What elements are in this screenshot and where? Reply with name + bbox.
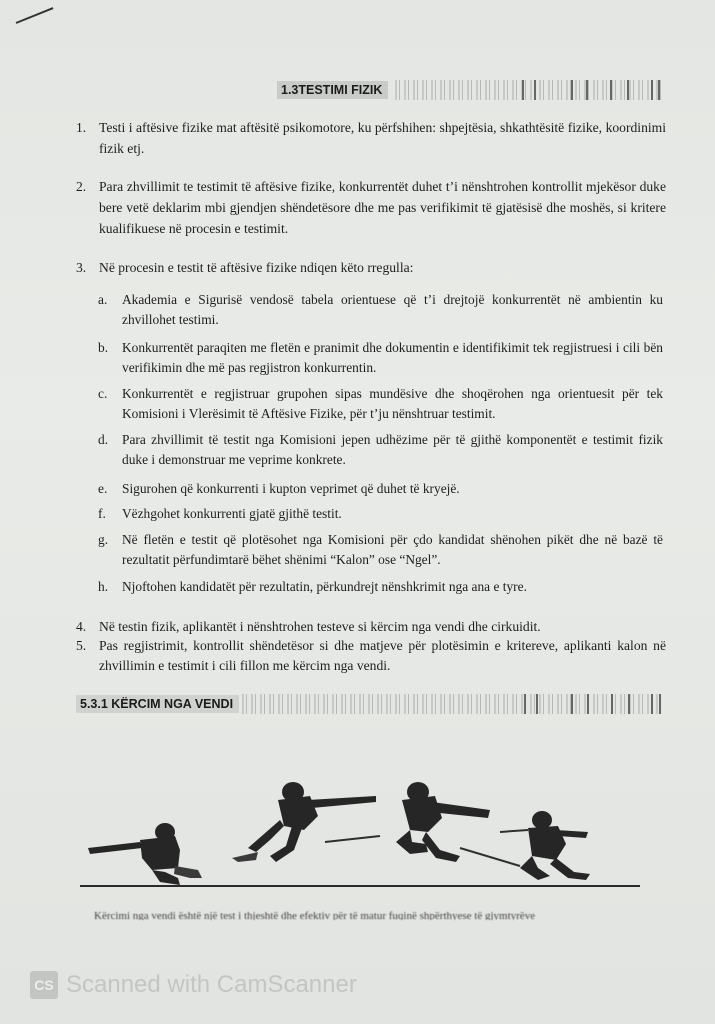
section-header-bar	[76, 694, 662, 714]
section-title: 1.3TESTIMI FIZIK	[277, 81, 388, 99]
sub-item-text: Vëzhgohet konkurrenti gjatë gjithë testit.	[122, 506, 342, 521]
section-title: 5.3.1 KËRCIM NGA VENDI	[76, 695, 239, 713]
sub-item-letter: a.	[98, 292, 108, 307]
jumper-crouch	[88, 823, 202, 885]
sub-item-letter: h.	[98, 579, 109, 594]
sub-item-text: Konkurrentët e regjistruar grupohen sipas mundësive dhe shoqërohen nga orientuesit për tek Komisioni i Vlerësimit të Aftësive Fizike, për t’ju nënshtruar testimit.	[122, 386, 663, 421]
sub-item-text: Konkurrentët paraqiten me fletën e pranimit dhe dokumentin e identifikimit tek regjistruesi i cili bën verifikimin dhe më pas regjistron konkurrentin.	[122, 340, 663, 375]
section-header-bar	[277, 80, 662, 100]
item-number: 1.	[76, 120, 87, 135]
sub-item-letter: c.	[98, 386, 108, 401]
sub-item-letter: f.	[98, 506, 106, 521]
numbered-list-continued	[76, 617, 666, 677]
camscanner-logo-icon: CS	[30, 971, 58, 999]
item-text: Pas regjistrimit, kontrollit shëndetësor si dhe matjeve për plotësimin e kritereve, aplikanti kalon në zhvillimin e testimit i cili fillon me kërcim nga vendi.	[99, 638, 666, 673]
sub-list	[98, 290, 663, 610]
item-text: Në testin fizik, aplikantët i nënshtrohen testeve si kërcim nga vendi dhe cirkuidit.	[99, 619, 541, 634]
jumper-takeoff	[232, 782, 380, 862]
sub-item-text: Sigurohen që konkurrenti i kupton veprimet që duhet të kryejë.	[122, 481, 460, 496]
sub-item-letter: e.	[98, 481, 108, 496]
pen-mark	[16, 7, 54, 24]
sub-item-text: Njoftohen kandidatët për rezultatin, përkundrejt nënshkrimit nga ana e tyre.	[122, 579, 527, 594]
jumper-landing	[500, 811, 590, 880]
item-text: Testi i aftësive fizike mat aftësitë psikomotore, ku përfshihen: shpejtësia, shkathtësitë fizike, koordinimi fizik etj.	[99, 120, 666, 156]
item-number: 3.	[76, 260, 87, 275]
long-jump-illustration	[80, 770, 650, 900]
watermark-text: Scanned with CamScanner	[66, 971, 357, 998]
sub-item-letter: g.	[98, 532, 109, 547]
sub-item-letter: b.	[98, 340, 109, 355]
item-number: 2.	[76, 179, 87, 194]
item-text: Në procesin e testit të aftësive fizike ndiqen këto rregulla:	[99, 260, 414, 275]
cut-off-paragraph: Kërcimi nga vendi është një test i thjeshtë dhe efektiv për të matur fuqinë shpërthyese të gjymtyrëve	[94, 910, 536, 920]
item-number: 4.	[76, 619, 87, 634]
camscanner-watermark	[30, 970, 357, 1000]
sub-item-text: Para zhvillimit të testit nga Komisioni jepen udhëzime për të gjithë komponentët e testimit fizik duke i demonstruar me veprime konkrete.	[122, 432, 663, 467]
jumper-flight	[396, 782, 520, 866]
sub-item-text: Akademia e Sigurisë vendosë tabela orientuese që t’i drejtojë konkurrentët në ambientin ku zhvillohet testimi.	[122, 292, 663, 327]
sub-item-letter: d.	[98, 432, 109, 447]
item-number: 5.	[76, 638, 87, 653]
item-text: Para zhvillimit te testimit të aftësive fizike, konkurrentët duhet t’i nënshtrohen kontrollit mjekësor duke bere vetë deklarim mbi gjendjen shëndetësore dhe me pas verifikimit të gjatësisë dhe moshës, si kritere kualifikuese në procesin e testimit.	[99, 179, 666, 236]
sub-item-text: Në fletën e testit që plotësohet nga Komisioni për çdo kandidat shënohen pikët dhe në bazë të rezultatit përfundimtarë bëhet shënimi “Kalon” ose “Ngel”.	[122, 532, 663, 567]
numbered-list	[76, 117, 666, 277]
